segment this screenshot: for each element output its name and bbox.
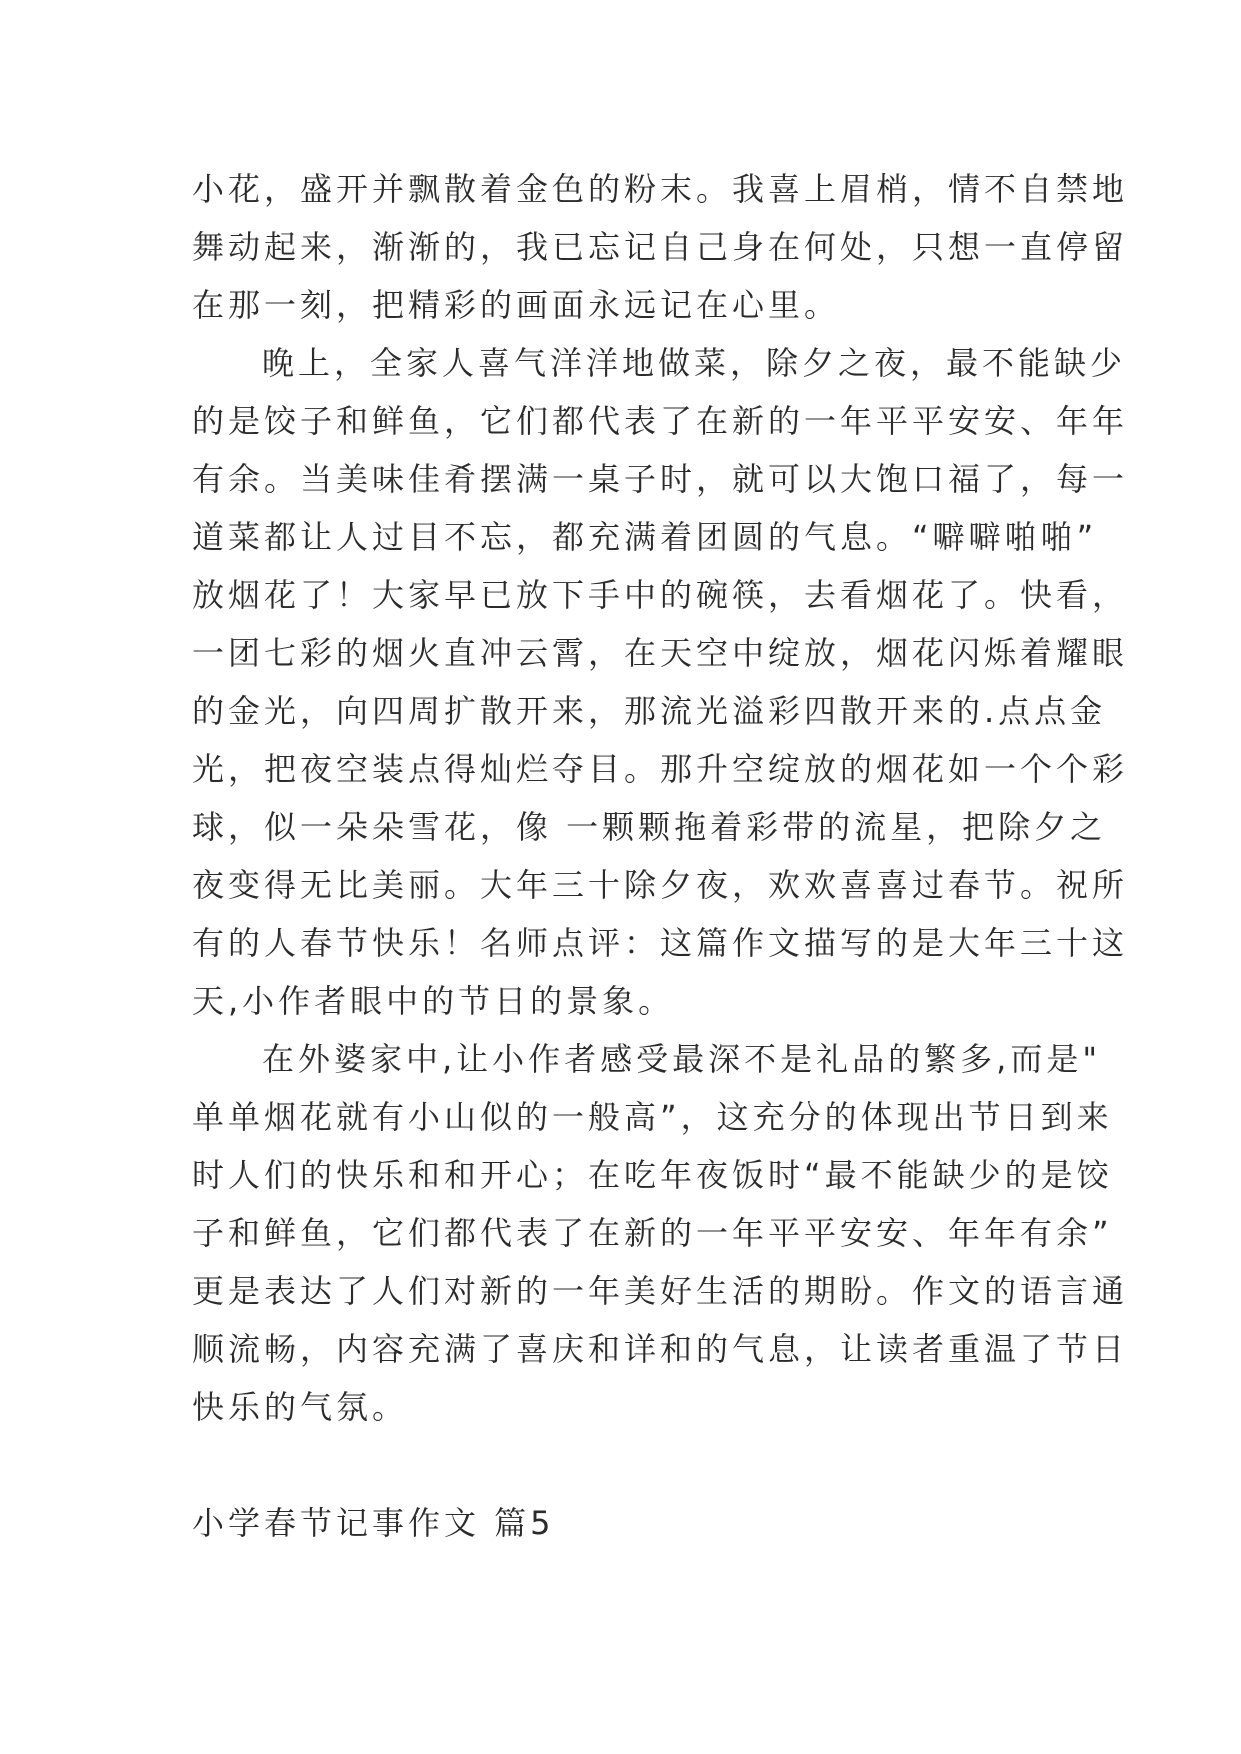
essay-body: [192, 160, 1129, 1436]
paragraph-2: [192, 334, 1129, 1030]
text-line: 球，似一朵朵雪花，像 一颗颗拖着彩带的流星，把除夕之: [192, 808, 1107, 846]
text-line: 的是饺子和鲜鱼，它们都代表了在新的一年平平安安、年年: [192, 402, 1129, 440]
text-line: 时人们的快乐和和开心；在吃年夜饭时“最不能缺少的是饺: [192, 1156, 1113, 1194]
text-line: 的金光，向四周扩散开来，那流光溢彩四散开来的.点点金: [192, 692, 1107, 730]
text-line: 在外婆家中,让小作者感受最深不是礼品的繁多,而是": [262, 1040, 1102, 1078]
text-line: 舞动起来，渐渐的，我已忘记自己身在何处，只想一直停留: [192, 228, 1129, 266]
text-line: 晚上，全家人喜气洋洋地做菜，除夕之夜，最不能缺少: [262, 344, 1127, 382]
text-line: 一团七彩的烟火直冲云霄，在天空中绽放，烟花闪烁着耀眼: [192, 634, 1129, 672]
text-line: 快乐的气氛。: [192, 1388, 409, 1426]
text-line: 有的人春节快乐！名师点评：这篇作文描写的是大年三十这: [192, 924, 1129, 962]
text-line: 单单烟花就有小山似的一般高”，这充分的体现出节日到来: [192, 1098, 1113, 1136]
text-line: 道菜都让人过目不忘，都充满着团圆的气息。“噼噼啪啪”: [192, 518, 1098, 556]
text-line: 天,小作者眼中的节日的景象。: [192, 982, 675, 1020]
text-line: 子和鲜鱼，它们都代表了在新的一年平平安安、年年有余”: [192, 1214, 1113, 1252]
section-heading: 小学春节记事作文 篇5: [192, 1504, 555, 1542]
text-line: 更是表达了人们对新的一年美好生活的期盼。作文的语言通: [192, 1272, 1129, 1310]
paragraph-3: [192, 1030, 1129, 1436]
text-line: 在那一刻，把精彩的画面永远记在心里。: [192, 286, 841, 324]
text-line: 小花，盛开并飘散着金色的粉末。我喜上眉梢，情不自禁地: [192, 170, 1129, 208]
paragraph-1: [192, 160, 1129, 334]
text-line: 光，把夜空装点得灿烂夺目。那升空绽放的烟花如一个个彩: [192, 750, 1129, 788]
text-line: 有余。当美味佳肴摆满一桌子时，就可以大饱口福了，每一: [192, 460, 1129, 498]
text-line: 放烟花了！大家早已放下手中的碗筷，去看烟花了。快看，: [192, 576, 1129, 614]
text-line: 顺流畅，内容充满了喜庆和详和的气息，让读者重温了节日: [192, 1330, 1129, 1368]
text-line: 夜变得无比美丽。大年三十除夕夜，欢欢喜喜过春节。祝所: [192, 866, 1129, 904]
